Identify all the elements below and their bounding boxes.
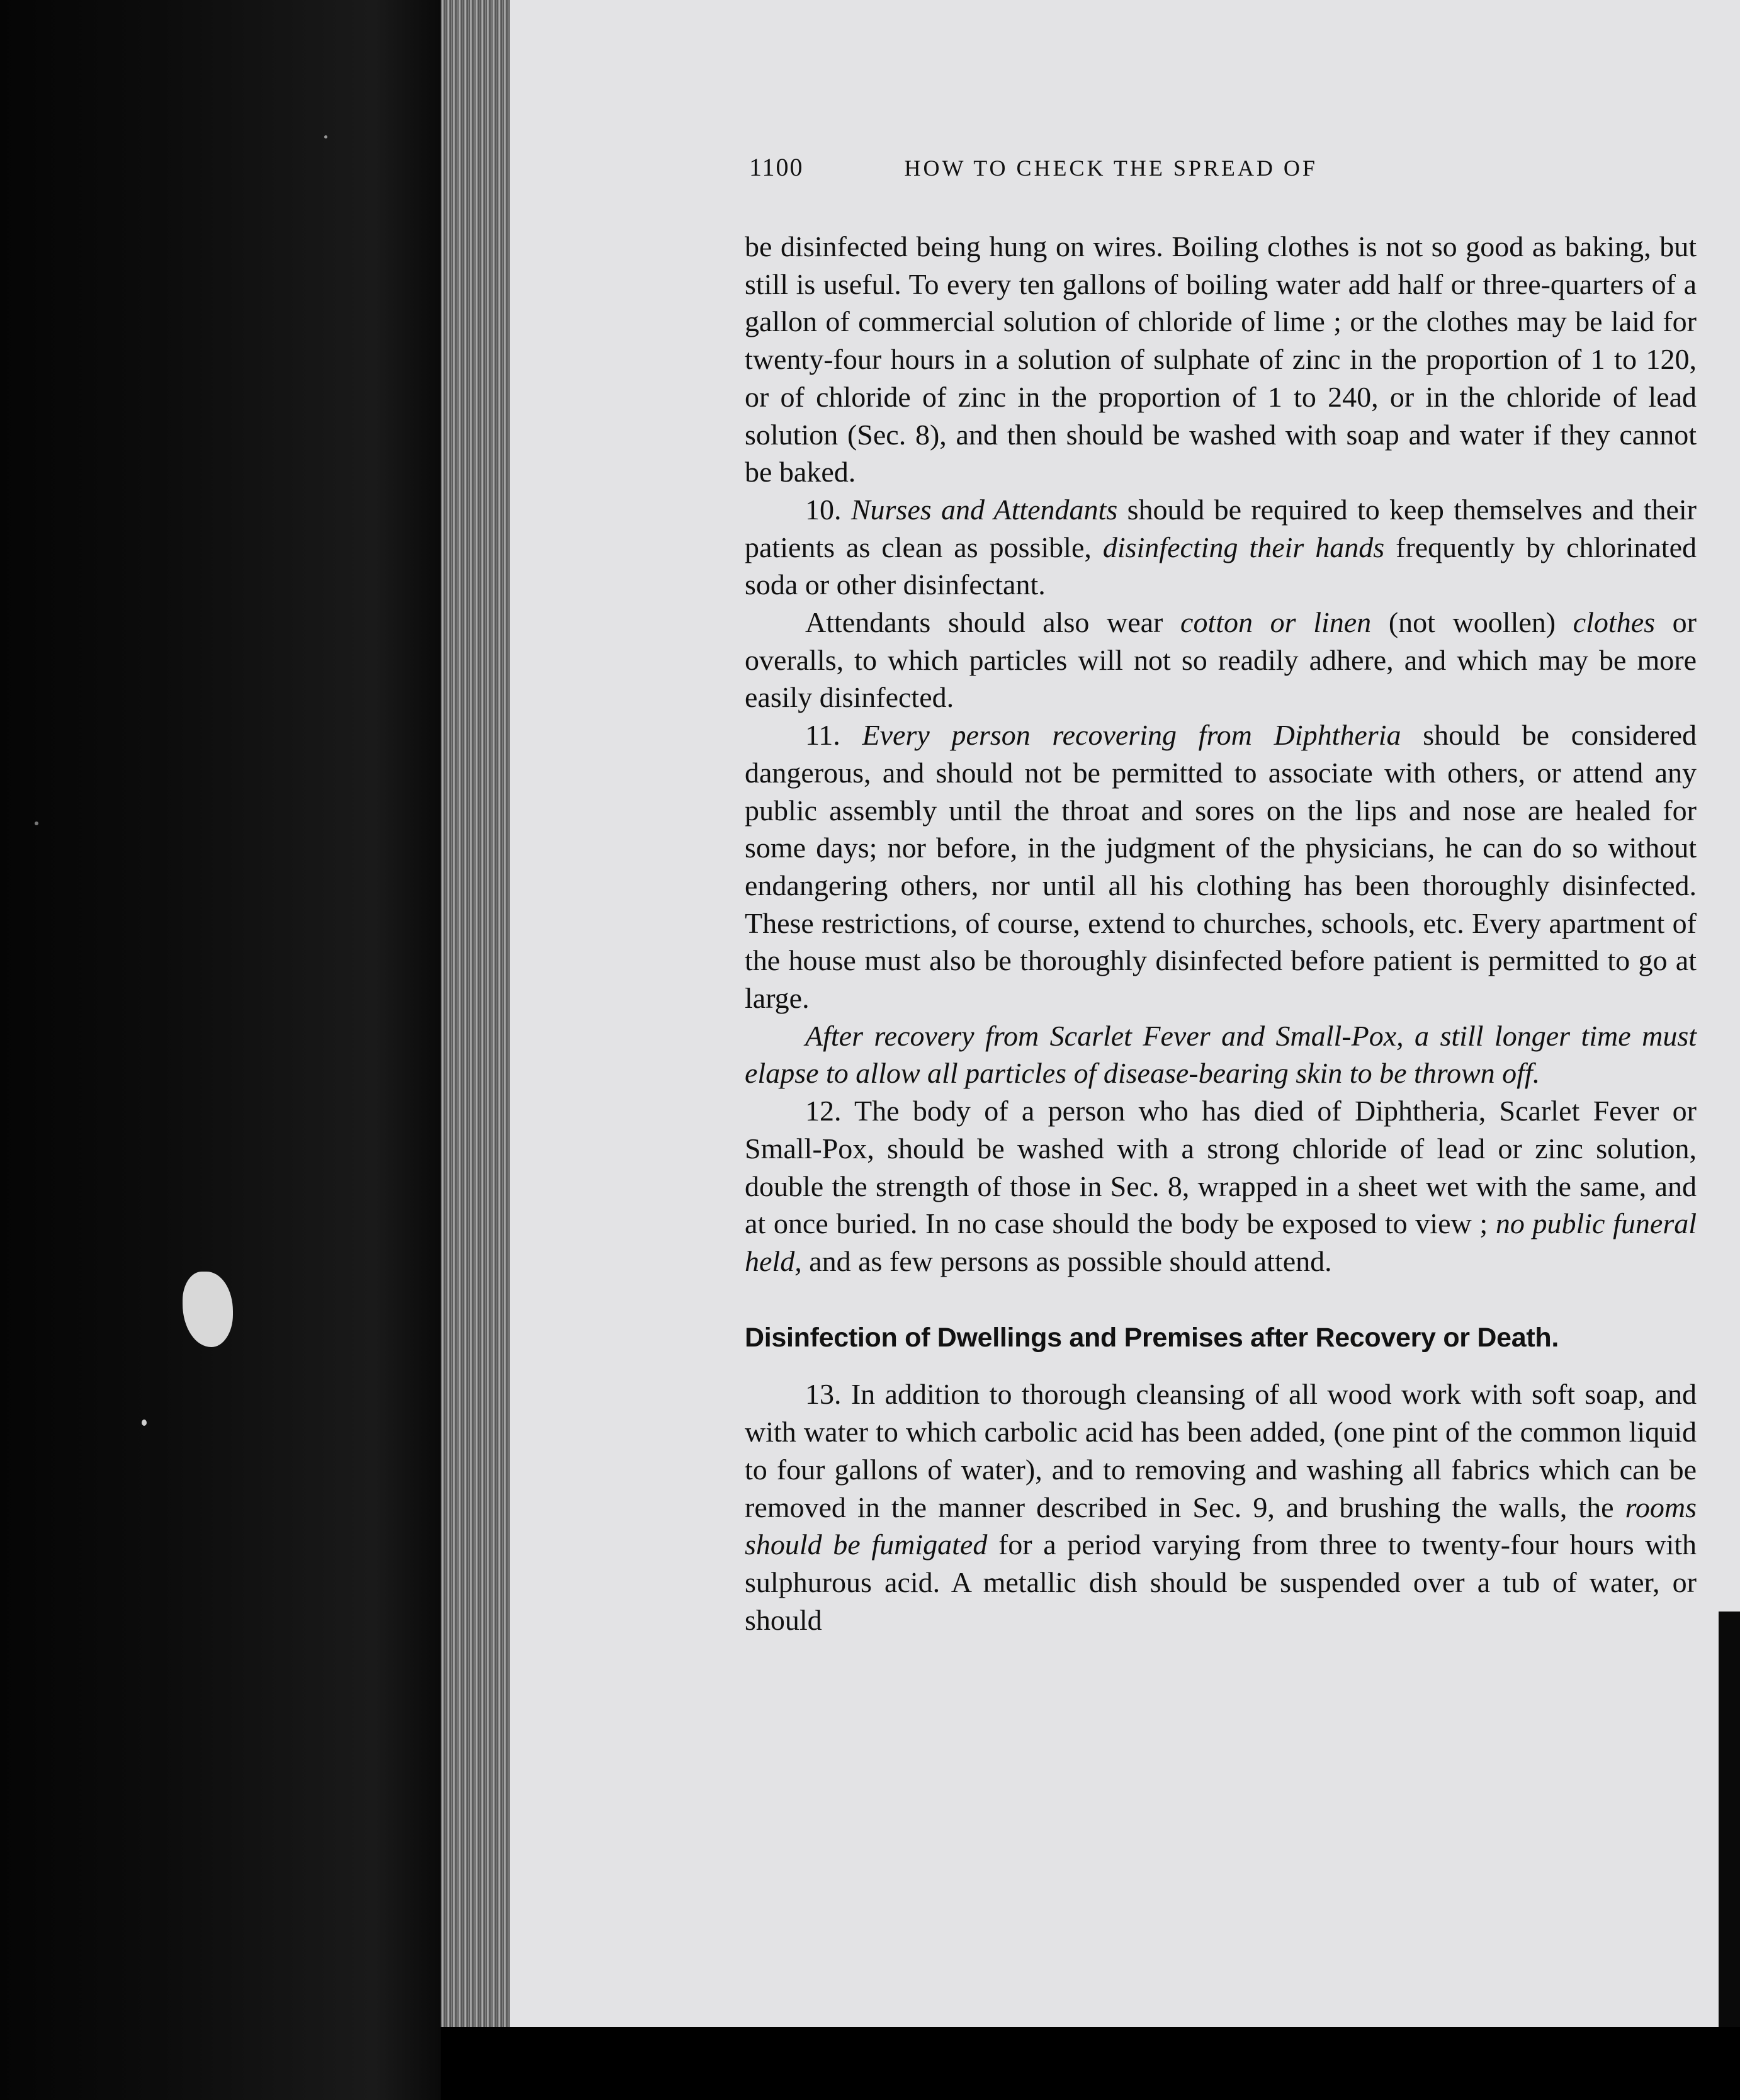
paragraph-p6	[745, 1092, 1697, 1280]
scan-speck	[183, 1272, 233, 1347]
scan-speck	[142, 1420, 147, 1426]
paragraph-p1	[745, 228, 1697, 491]
text-run: 13. In addition to thorough cleansing of all wood work with soft soap, and with water to which carbolic acid has been added, (one pint of the common liquid to four gallons of water), and to removing and washing all fabrics which can be removed in the manner described in Sec. 9, and brushing the walls, the	[745, 1378, 1697, 1523]
text-run: (not woollen)	[1371, 606, 1573, 639]
italic-text: Every person recovering from Diphtheria	[862, 719, 1401, 752]
text-run: should be required to keep themselves and their patients as clean as possible,	[745, 493, 1697, 563]
paragraph-p2	[745, 491, 1697, 604]
paragraph-p4	[745, 716, 1697, 1017]
italic-text: no public funeral held,	[745, 1207, 1697, 1277]
scan-speck	[324, 135, 327, 138]
book-cover-background	[0, 0, 441, 2100]
scan-bottom-border	[441, 2027, 1740, 2100]
paragraph-p5	[745, 1017, 1697, 1092]
text-run: 11.	[805, 719, 862, 752]
text-run: or overalls, to which particles will not so readily adhere, and which may be more easily disinfected.	[745, 606, 1697, 714]
italic-text: clothes	[1573, 606, 1656, 639]
page-edges	[441, 0, 510, 2100]
text-run: should be considered dangerous, and should not be permitted to associate with others, or attend any public assembly until the throat and sores on the lips and nose are healed for some days; nor before, in the judgment of the physicians, he can do so without endangering others, nor until all his clothing has been thoroughly disinfected. These restrictions, of course, extend to churches, schools, etc. Every apartment of the house must also be thoroughly disinfected before patient is permitted to go at large.	[745, 719, 1697, 1015]
paragraphs-before-heading	[745, 228, 1697, 1280]
text-run: and as few persons as possible should attend.	[801, 1245, 1332, 1277]
body-text	[745, 228, 1697, 1639]
running-title: HOW TO CHECK THE SPREAD OF	[904, 155, 1318, 181]
text-run: Attendants should also wear	[805, 606, 1181, 639]
scan-speck	[35, 821, 38, 825]
text-run: be disinfected being hung on wires. Boiling clothes is not so good as baking, but still is useful. To every ten gallons of boiling water add half or three-quarters of a gallon of commercial solution of chloride of lime ; or the clothes may be laid for twenty-four hours in a solution of sulphate of zinc in the proportion of 1 to 120, or of chloride of zinc in the proportion of 1 to 240, or in the chloride of lead solution (Sec. 8), and then should be washed with soap and water if they cannot be baked.	[745, 230, 1697, 488]
scan-right-shadow	[1719, 1612, 1740, 2027]
paragraph-p7	[745, 1375, 1697, 1639]
italic-text: Nurses and Attendants	[850, 493, 1118, 526]
text-run: 10.	[805, 493, 851, 526]
italic-text: disinfecting their hands	[1102, 531, 1385, 563]
text-run: frequently by chlorinated soda or other disinfectant.	[745, 531, 1697, 601]
text-run: for a period varying from three to twenty-four hours with sulphurous acid. A metallic dish should be suspended over a tub of water, or should	[745, 1528, 1697, 1636]
italic-text: cotton or linen	[1180, 606, 1372, 639]
running-header	[749, 152, 1460, 182]
paragraph-p3	[745, 604, 1697, 716]
text-run: 12. The body of a person who has died of Diphtheria, Scarlet Fever or Small-Pox, should be washed with a strong chloride of lead or zinc solution, double the strength of those in Sec. 8, wrapped in a sheet wet with the same, and at once buried. In no case should the body be exposed to view ;	[745, 1095, 1697, 1240]
page-number: 1100	[749, 153, 804, 181]
section-heading: Disinfection of Dwellings and Premises after Recovery or Death.	[745, 1322, 1559, 1353]
italic-text: rooms should be fumigated	[745, 1491, 1697, 1561]
italic-text: After recovery from Scarlet Fever and Small-Pox, a still longer time must elapse to allow all particles of disease-bearing skin to be thrown off.	[745, 1019, 1697, 1090]
paragraphs-after-heading	[745, 1375, 1697, 1639]
